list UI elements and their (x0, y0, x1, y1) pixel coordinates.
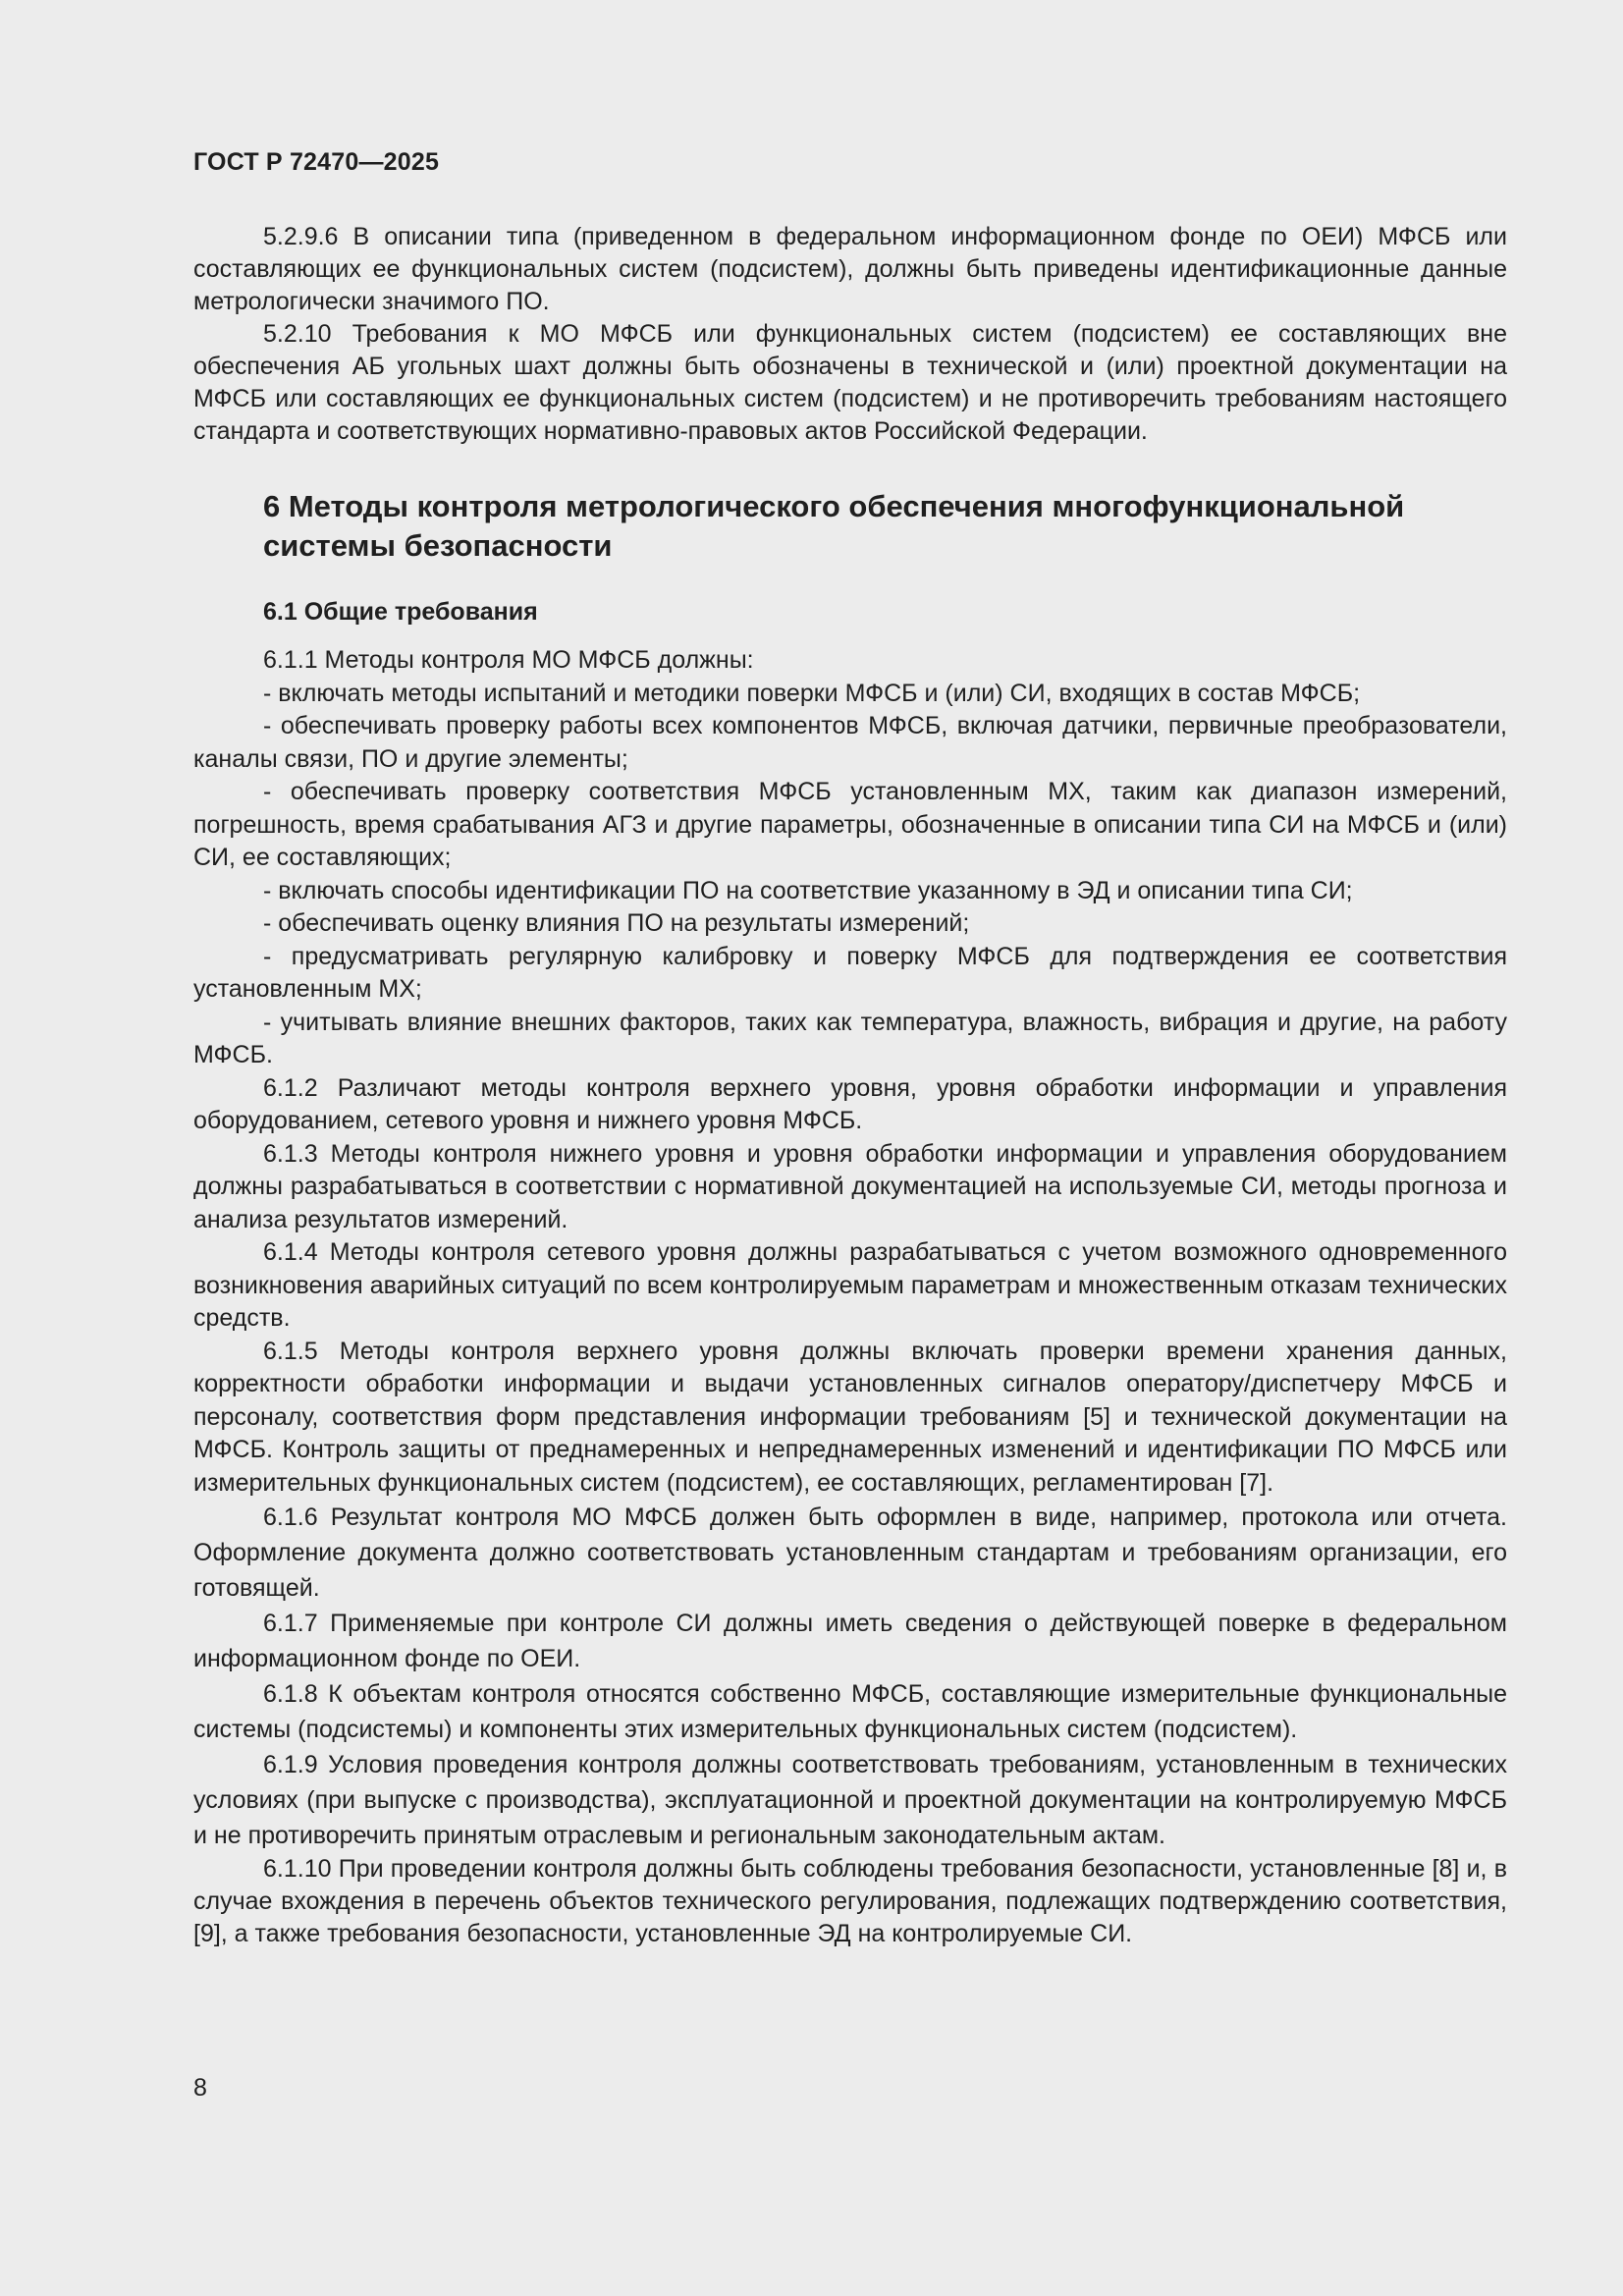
paragraph-6-1-9: 6.1.9 Условия проведения контроля должны соответствовать требованиям, установленным в технических условиях (при выпуске с производства), эксплуатационной и проектной документации на контролируемую МФСБ и не противоречить принятым отраслевым и региональным законодательным актам. (193, 1751, 1507, 1849)
subsection-heading: 6.1 Общие требования (263, 598, 538, 626)
list-item: - предусматривать регулярную калибровку и поверку МФСБ для подтверждения ее соответствия установленным МХ; (193, 942, 1507, 1003)
paragraph-6-1-4: 6.1.4 Методы контроля сетевого уровня должны разрабатываться с учетом возможного одновременного возникновения аварийных ситуаций по всем контролируемым параметрам и множественным отказам технических средств. (193, 1238, 1507, 1332)
document-body (193, 221, 1507, 1950)
paragraph-5-2-9-6: 5.2.9.6 В описании типа (приведенном в федеральном информационном фонде по ОЕИ) МФСБ или составляющих ее функциональных систем (подсистем), должны быть приведены идентификационные данные метрологически значимого ПО. (193, 223, 1507, 315)
paragraph-6-1-1: 6.1.1 Методы контроля МО МФСБ должны: (263, 646, 754, 674)
list-item: - обеспечивать проверку соответствия МФСБ установленным МХ, таким как диапазон измерений, погрешность, время срабатывания АГЗ и другие параметры, обозначенные в описании типа СИ на МФСБ и (или) СИ, ее составляющих; (193, 778, 1507, 871)
paragraph-6-1-5: 6.1.5 Методы контроля верхнего уровня должны включать проверки времени хранения данных, корректности обработки информации и выдачи установленных сигналов оператору/диспетчеру МФСБ и персоналу, соответствия форм представления информации требованиям [5] и технической документации на МФСБ. Контроль защиты от преднамеренных и непреднамеренных изменений и идентификации ПО МФСБ или измерительных функциональных систем (подсистем), ее составляющих, регламентирован [7]. (193, 1337, 1507, 1497)
paragraph-6-1-6: 6.1.6 Результат контроля МО МФСБ должен быть оформлен в виде, например, протокола или отчета. Оформление документа должно соответствовать установленным стандартам и требованиям организации, его готовящей. (193, 1503, 1507, 1602)
paragraph-6-1-8: 6.1.8 К объектам контроля относятся собственно МФСБ, составляющие измерительные функциональные системы (подсистемы) и компоненты этих измерительных функциональных систем (подсистем). (193, 1680, 1507, 1743)
standard-header: ГОСТ Р 72470—2025 (193, 148, 440, 176)
paragraph-6-1-10: 6.1.10 При проведении контроля должны быть соблюдены требования безопасности, установленные [8] и, в случае вхождения в перечень объектов технического регулирования, подлежащих подтверждению соответствия, [9], а также требования безопасности, установленные ЭД на контролируемые СИ. (193, 1855, 1507, 1947)
paragraph-5-2-10: 5.2.10 Требования к МО МФСБ или функциональных систем (подсистем) ее составляющих вне обеспечения АБ угольных шахт должны быть обозначены в технической и (или) проектной документации на МФСБ или составляющих ее функциональных систем (подсистем) и не противоречить требованиям настоящего стандарта и соответствующих нормативно-правовых актов Российской Федерации. (193, 320, 1507, 445)
section-heading: 6 Методы контроля метрологического обеспечения многофункциональной системы безопасности (263, 489, 1405, 563)
list-item: - обеспечивать оценку влияния ПО на результаты измерений; (263, 909, 970, 937)
list-item: - включать способы идентификации ПО на соответствие указанному в ЭД и описании типа СИ; (263, 876, 1353, 904)
list-item: - обеспечивать проверку работы всех компонентов МФСБ, включая датчики, первичные преобразователи, каналы связи, ПО и другие элементы; (193, 712, 1507, 773)
paragraph-6-1-3: 6.1.3 Методы контроля нижнего уровня и уровня обработки информации и управления оборудованием должны разрабатываться в соответствии с нормативной документацией на используемые СИ, методы прогноза и анализа результатов измерений. (193, 1139, 1507, 1233)
list-item: - включать методы испытаний и методики поверки МФСБ и (или) СИ, входящих в состав МФСБ; (263, 679, 1361, 707)
page-number: 8 (193, 2074, 207, 2102)
list-item: - учитывать влияние внешних факторов, таких как температура, влажность, вибрация и другие, на работу МФСБ. (193, 1008, 1507, 1068)
paragraph-6-1-2: 6.1.2 Различают методы контроля верхнего уровня, уровня обработки информации и управления оборудованием, сетевого уровня и нижнего уровня МФСБ. (193, 1073, 1507, 1134)
paragraph-6-1-7: 6.1.7 Применяемые при контроле СИ должны иметь сведения о действующей поверке в федеральном информационном фонде по ОЕИ. (193, 1610, 1507, 1672)
